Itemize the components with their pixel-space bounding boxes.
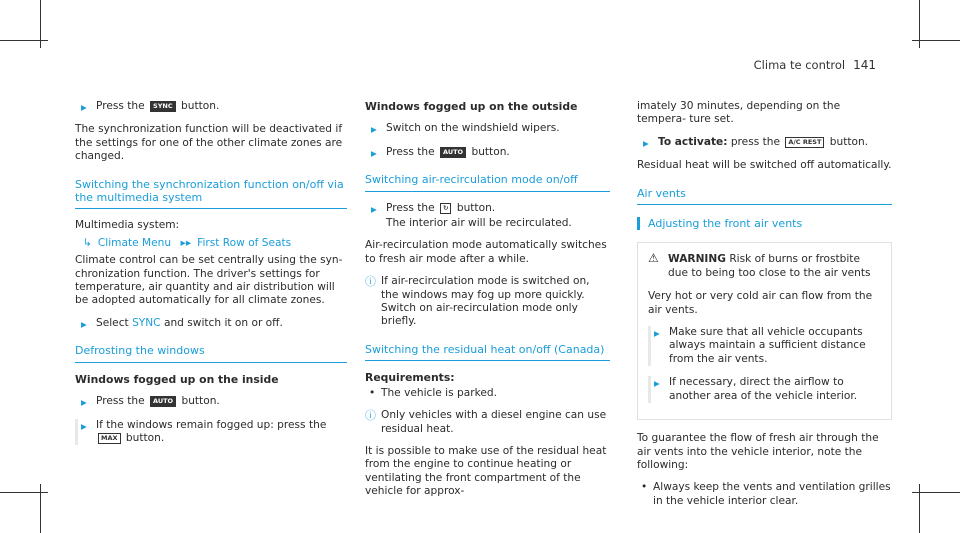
page-header	[754, 58, 876, 72]
warning-triangle-icon: ⚠	[648, 251, 659, 266]
sync-link[interactable]: SYNC	[132, 316, 161, 329]
info-note: ⓘ Only vehicles with a diesel engine can use residual heat.	[365, 409, 607, 435]
subheading: Windows fogged up on the inside	[75, 372, 279, 386]
menu-link[interactable]: First Row of Seats	[197, 236, 292, 249]
paragraph: Air-recirculation mode automatically switches to fresh air mode after a while.	[365, 239, 607, 265]
step-sync: ▶ Press the SYNC button.	[75, 100, 347, 113]
info-icon: ⓘ	[365, 409, 376, 423]
section-heading: Switching air-recirculation mode on/off	[365, 173, 610, 191]
info-icon: ⓘ	[365, 275, 376, 289]
warning-box	[637, 242, 892, 420]
max-defrost-key-icon: MAX	[98, 433, 121, 444]
warning-text: Risk of burns or frostbite due to being too close to the air vents	[668, 253, 871, 279]
step-recirc: ▶ Press the ↻ button.	[365, 202, 610, 215]
menu-path	[75, 237, 347, 250]
step-remain: ▶ If the windows remain fogged up: press the MAX button.	[75, 419, 347, 446]
requirements-label: Requirements:	[365, 371, 455, 385]
section-heading: Switching the residual heat on/off (Canada)	[365, 343, 610, 361]
list-item: • Always keep the vents and ventilation grilles in the vehicle interior clear.	[637, 481, 892, 508]
step-auto: ▶ Press the AUTO button.	[75, 395, 347, 408]
subsection-heading: Adjusting the front air vents	[637, 217, 892, 230]
list-item: • The vehicle is parked.	[365, 387, 610, 400]
warning-step: ▶ Make sure that all vehicle occupants always maintain a sufficient distance from the air vents.	[648, 326, 881, 366]
warning-head	[648, 253, 881, 280]
paragraph: Residual heat will be switched off automatically.	[637, 159, 892, 172]
crop-mark	[912, 492, 960, 493]
paragraph: It is possible to make use of the residual heat from the engine to continue heating or ventilating the front compartment of the vehicle for approx-	[365, 444, 607, 498]
section-title: Clima te control	[753, 58, 846, 72]
column-3	[637, 100, 892, 517]
subheading: Windows fogged up on the outside	[365, 100, 578, 113]
paragraph: Climate control can be set centrally using the syn- chronization function. The driver's settings for temperature, air quantity and air distribution will be adopted automatically for all climate zones.	[75, 254, 343, 307]
section-heading: Switching the synchronization function on/off via the multimedia system	[75, 178, 347, 210]
paragraph: imately 30 minutes, depending on the tempera- ture set.	[637, 100, 841, 126]
step-result: The interior air will be recirculated.	[386, 217, 572, 230]
column-1	[75, 100, 347, 455]
step-wipers: ▶ Switch on the windshield wipers.	[365, 122, 610, 135]
info-note: ⓘ If air-recirculation mode is switched on, the windows may fog up more quickly. Switch on air-recirculation mode only briefly.	[365, 275, 590, 328]
crop-mark	[912, 40, 960, 41]
recirculation-key-icon: ↻	[440, 203, 451, 214]
crop-mark	[0, 492, 48, 493]
paragraph: Multimedia system:	[75, 219, 180, 232]
step-select: ▶ Select SYNC and switch it on or off.	[75, 317, 347, 330]
paragraph: To guarantee the flow of fresh air through the air vents into the vehicle interior, note the following:	[637, 432, 879, 471]
return-arrow-icon: ↳	[83, 236, 92, 249]
crop-mark	[0, 40, 48, 41]
menu-link[interactable]: Climate Menu	[97, 236, 172, 249]
step-auto: ▶ Press the AUTO button.	[365, 146, 610, 159]
warning-step: ▶ If necessary, direct the airflow to another area of the vehicle interior.	[648, 376, 881, 403]
page-number: 141	[853, 58, 876, 72]
auto-key-icon: AUTO	[150, 396, 176, 407]
column-2	[365, 100, 610, 508]
auto-key-icon: AUTO	[440, 147, 466, 158]
section-heading: Defrosting the windows	[75, 344, 347, 362]
section-heading: Air vents	[637, 187, 892, 205]
ac-rest-key-icon: A/C REST	[785, 137, 824, 148]
paragraph: Very hot or very cold air can flow from the air vents.	[648, 290, 873, 316]
paragraph: The synchronization function will be deactivated if the settings for one of the other climate zones are changed.	[75, 123, 343, 163]
warning-label: WARNING	[668, 253, 726, 266]
step-activate: ▶ To activate: press the A/C REST button.	[637, 136, 892, 149]
double-chevron-icon: ▸▸	[180, 236, 192, 249]
sync-key-icon: SYNC	[150, 101, 176, 112]
